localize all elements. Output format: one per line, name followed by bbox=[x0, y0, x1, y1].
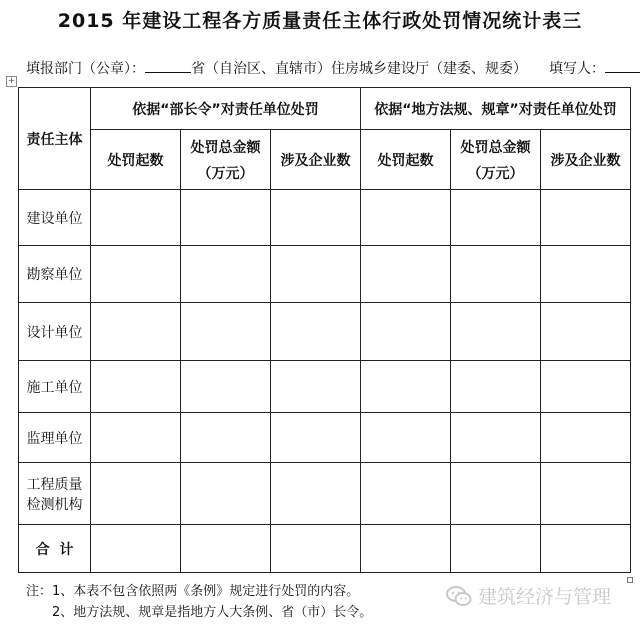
table-cell[interactable] bbox=[271, 525, 361, 573]
note-2: 2、地方法规、规章是指地方人大条例、省（市）长令。 bbox=[52, 605, 373, 620]
row-label-survey-unit: 勘察单位 bbox=[19, 246, 91, 303]
watermark-text: 建筑经济与管理 bbox=[478, 586, 612, 608]
table-resize-handle-icon[interactable] bbox=[627, 577, 633, 583]
header-penalty-amount bbox=[181, 130, 271, 190]
table-cell[interactable] bbox=[271, 413, 361, 463]
table-cell[interactable] bbox=[361, 525, 451, 573]
filler-blank bbox=[605, 72, 640, 73]
wechat-icon bbox=[446, 585, 472, 607]
table-cell[interactable] bbox=[181, 246, 271, 303]
table-cell[interactable] bbox=[361, 190, 451, 246]
table-cell[interactable] bbox=[91, 246, 181, 303]
table-cell[interactable] bbox=[541, 361, 631, 413]
table-cell[interactable] bbox=[541, 303, 631, 361]
group-header-local-regulations: 依据“地方法规、规章”对责任单位处罚 bbox=[361, 88, 631, 130]
header-firm-count: 涉及企业数 bbox=[541, 130, 631, 190]
table-cell[interactable] bbox=[361, 361, 451, 413]
province-blank bbox=[145, 72, 191, 73]
header-firm-count: 涉及企业数 bbox=[271, 130, 361, 190]
table-cell[interactable] bbox=[451, 190, 541, 246]
group-header-ministerial-order: 依据“部长令”对责任单位处罚 bbox=[91, 88, 361, 130]
table-cell[interactable] bbox=[91, 525, 181, 573]
table-cell[interactable] bbox=[271, 463, 361, 525]
table-cell[interactable] bbox=[541, 525, 631, 573]
fill-in-line bbox=[26, 58, 640, 78]
table-cell[interactable] bbox=[451, 361, 541, 413]
watermark bbox=[446, 582, 611, 609]
table-cell[interactable] bbox=[541, 413, 631, 463]
header-amount-line1: 处罚总金额 bbox=[190, 139, 261, 156]
testing-agency-line1: 工程质量 bbox=[26, 476, 83, 493]
table-move-handle-icon[interactable]: + bbox=[7, 76, 16, 86]
table-cell[interactable] bbox=[181, 303, 271, 361]
table-cell[interactable] bbox=[361, 246, 451, 303]
table-cell[interactable] bbox=[91, 413, 181, 463]
row-label-total: 合 计 bbox=[19, 525, 91, 573]
table-cell[interactable] bbox=[271, 190, 361, 246]
table-cell[interactable] bbox=[541, 246, 631, 303]
table-cell[interactable] bbox=[181, 413, 271, 463]
header-penalty-count: 处罚起数 bbox=[91, 130, 181, 190]
province-suffix: 省（自治区、直辖市）住房城乡建设厅（建委、规委） bbox=[191, 61, 527, 77]
statistics-table bbox=[18, 87, 631, 573]
table-cell[interactable] bbox=[91, 190, 181, 246]
header-amount-line2: （万元） bbox=[197, 165, 254, 182]
table-cell[interactable] bbox=[451, 463, 541, 525]
row-label-supervision-unit: 监理单位 bbox=[19, 413, 91, 463]
table-cell[interactable] bbox=[181, 525, 271, 573]
table-cell[interactable] bbox=[181, 463, 271, 525]
row-label-construction-unit: 建设单位 bbox=[19, 190, 91, 246]
corner-header: 责任主体 bbox=[19, 88, 91, 190]
table-cell[interactable] bbox=[451, 525, 541, 573]
table-cell[interactable] bbox=[361, 413, 451, 463]
header-amount-line1: 处罚总金额 bbox=[460, 139, 531, 156]
table-cell[interactable] bbox=[541, 463, 631, 525]
table-cell[interactable] bbox=[361, 303, 451, 361]
table-cell[interactable] bbox=[541, 190, 631, 246]
table-cell[interactable] bbox=[451, 303, 541, 361]
table-cell[interactable] bbox=[181, 190, 271, 246]
row-label-contractor-unit: 施工单位 bbox=[19, 361, 91, 413]
header-penalty-count: 处罚起数 bbox=[361, 130, 451, 190]
row-label-design-unit: 设计单位 bbox=[19, 303, 91, 361]
table-cell[interactable] bbox=[271, 361, 361, 413]
dept-label: 填报部门（公章）： bbox=[26, 61, 145, 77]
table-cell[interactable] bbox=[451, 246, 541, 303]
table-cell[interactable] bbox=[91, 463, 181, 525]
filler-label: 填写人： bbox=[549, 61, 605, 77]
table-cell[interactable] bbox=[91, 303, 181, 361]
table-cell[interactable] bbox=[271, 303, 361, 361]
header-amount-line2: （万元） bbox=[467, 165, 524, 182]
row-label-testing-agency bbox=[19, 463, 91, 525]
table-cell[interactable] bbox=[91, 361, 181, 413]
header-penalty-amount bbox=[451, 130, 541, 190]
table-cell[interactable] bbox=[271, 246, 361, 303]
note-1: 注：1、本表不包含依照两《条例》规定进行处罚的内容。 bbox=[26, 584, 360, 599]
table-cell[interactable] bbox=[181, 361, 271, 413]
testing-agency-line2: 检测机构 bbox=[26, 496, 83, 513]
page-title: 2015 年建设工程各方质量责任主体行政处罚情况统计表三 bbox=[57, 10, 583, 32]
table-cell[interactable] bbox=[361, 463, 451, 525]
table-cell[interactable] bbox=[451, 413, 541, 463]
